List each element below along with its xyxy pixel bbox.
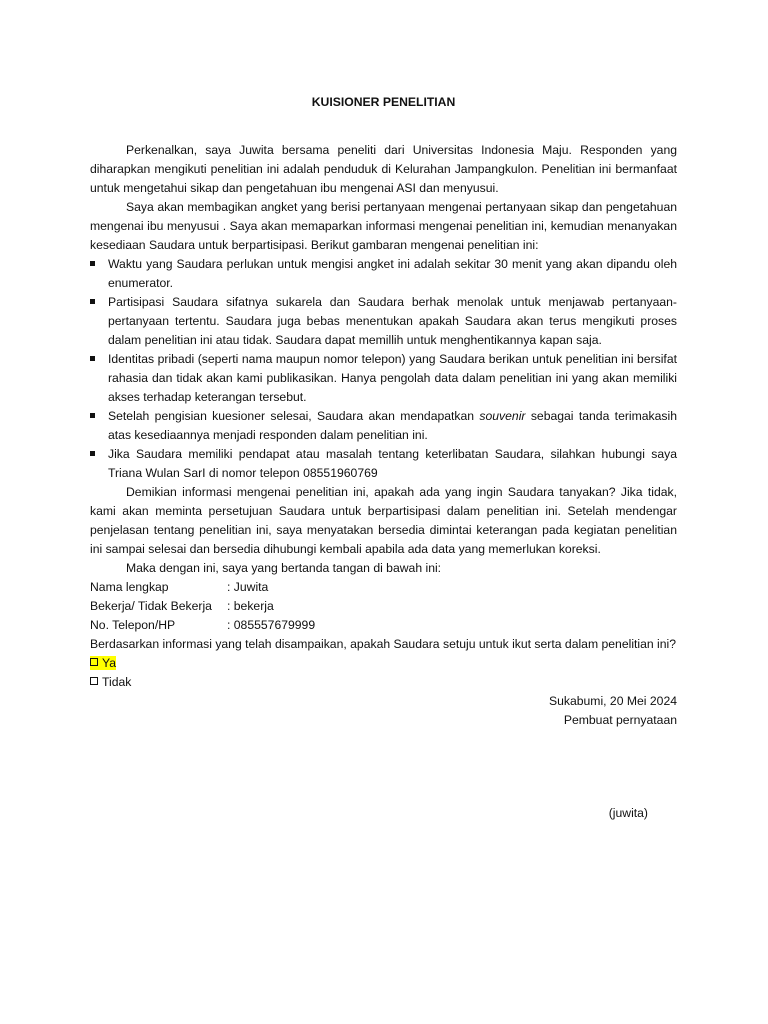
square-bullet-icon: [90, 261, 95, 266]
square-bullet-icon: [90, 356, 95, 361]
work-value: : bekerja: [227, 599, 274, 613]
document-title: KUISIONER PENELITIAN: [311, 95, 456, 109]
bullet-text-part: Setelah pengisian kuesioner selesai, Saudara akan mendapatkan: [108, 409, 480, 423]
bullet-text-italic: souvenir: [479, 409, 526, 423]
square-bullet-icon: [90, 413, 95, 418]
work-label: Bekerja/ Tidak Bekerja: [90, 599, 212, 613]
intro-paragraph-2: Saya akan membagikan angket yang berisi pertanyaan mengenai pertanyaan sikap dan pengetahuan mengenai ibu menyusui . Saya akan memaparkan informasi mengenai penelitian ini, kemudian menanyakan kesediaan Saudara untuk berpartisipasi. Berikut gambaran mengenai penelitian ini:: [90, 200, 677, 252]
bullet-text-part: sebagai tanda terimakasih atas kesediaannya menjadi responden dalam penelitian ini.: [108, 409, 677, 442]
identity-row-work: [90, 597, 677, 616]
closing-paragraph: Demikian informasi mengenai penelitian ini, apakah ada yang ingin Saudara tanyakan? Jika tidak, kami akan meminta persetujuan Saudara untuk berpartisipasi dalam penelitian ini. Setelah mendengar penjelasan tentang penelitian ini, saya menyatakan bersedia dimintai keterangan pada kegiatan penelitian ini sampai selesai dan bersedia dihubungi kembali apabila ada data yang memerlukan koreksi.: [90, 485, 677, 556]
checkbox-icon[interactable]: [90, 658, 98, 666]
option-yes-label: Ya: [102, 656, 117, 670]
consent-question: Berdasarkan informasi yang telah disampaikan, apakah Saudara setuju untuk ikut serta dalam penelitian ini?: [90, 637, 677, 651]
option-yes[interactable]: [90, 654, 677, 673]
statement-intro: Maka dengan ini, saya yang bertanda tangan di bawah ini:: [126, 561, 442, 575]
identity-row-phone: [90, 616, 677, 635]
phone-value: : 085557679999: [227, 618, 316, 632]
bullet-text: Jika Saudara memiliki pendapat atau masalah tentang keterlibatan Saudara, silahkan hubungi saya Triana Wulan SarI di nomor telepon 08551960769: [108, 447, 677, 480]
bullet-item: [90, 255, 677, 293]
bullet-item: [90, 293, 677, 350]
bullet-text: Waktu yang Saudara perlukan untuk mengisi angket ini adalah sekitar 30 menit yang akan dipandu oleh enumerator.: [108, 257, 677, 290]
phone-label: No. Telepon/HP: [90, 618, 176, 632]
signature-name: (juwita): [608, 806, 648, 820]
checkbox-icon[interactable]: [90, 677, 98, 685]
bullet-item: [90, 407, 677, 445]
signature-place-date: Sukabumi, 20 Mei 2024: [548, 694, 677, 708]
option-no[interactable]: [90, 673, 677, 692]
intro-paragraph-1: Perkenalkan, saya Juwita bersama peneliti dari Universitas Indonesia Maju. Responden yang diharapkan mengikuti penelitian ini adalah penduduk di Kelurahan Jampangkulon. Penelitian ini bermanfaat untuk mengetahui sikap dan pengetahuan ibu mengenai ASI dan menyusui.: [90, 143, 677, 195]
document-body: [90, 93, 677, 730]
identity-block: [90, 578, 677, 635]
option-yes-highlight: [90, 656, 116, 670]
square-bullet-icon: [90, 451, 95, 456]
option-no-label: Tidak: [102, 675, 132, 689]
bullet-item: [90, 445, 677, 483]
identity-row-name: [90, 578, 677, 597]
name-value: : Juwita: [227, 580, 269, 594]
bullet-item: [90, 350, 677, 407]
info-bullet-list: [90, 255, 677, 483]
square-bullet-icon: [90, 299, 95, 304]
bullet-text: Partisipasi Saudara sifatnya sukarela dan Saudara berhak menolak untuk menjawab pertanyaan-pertanyaan tertentu. Saudara juga bebas menentukan apakah Saudara akan terus mengikuti proses dalam penelitian ini atau tidak. Saudara dapat memillih untuk menghentikannya kapan saja.: [108, 295, 677, 347]
signature-role: Pembuat pernyataan: [563, 713, 677, 727]
bullet-text: Identitas pribadi (seperti nama maupun nomor telepon) yang Saudara berikan untuk penelitian ini bersifat rahasia dan tidak akan kami publikasikan. Hanya pengolah data dalam penelitian ini yang akan memiliki akses terhadap keterangan tersebut.: [108, 352, 677, 404]
name-label: Nama lengkap: [90, 580, 169, 594]
